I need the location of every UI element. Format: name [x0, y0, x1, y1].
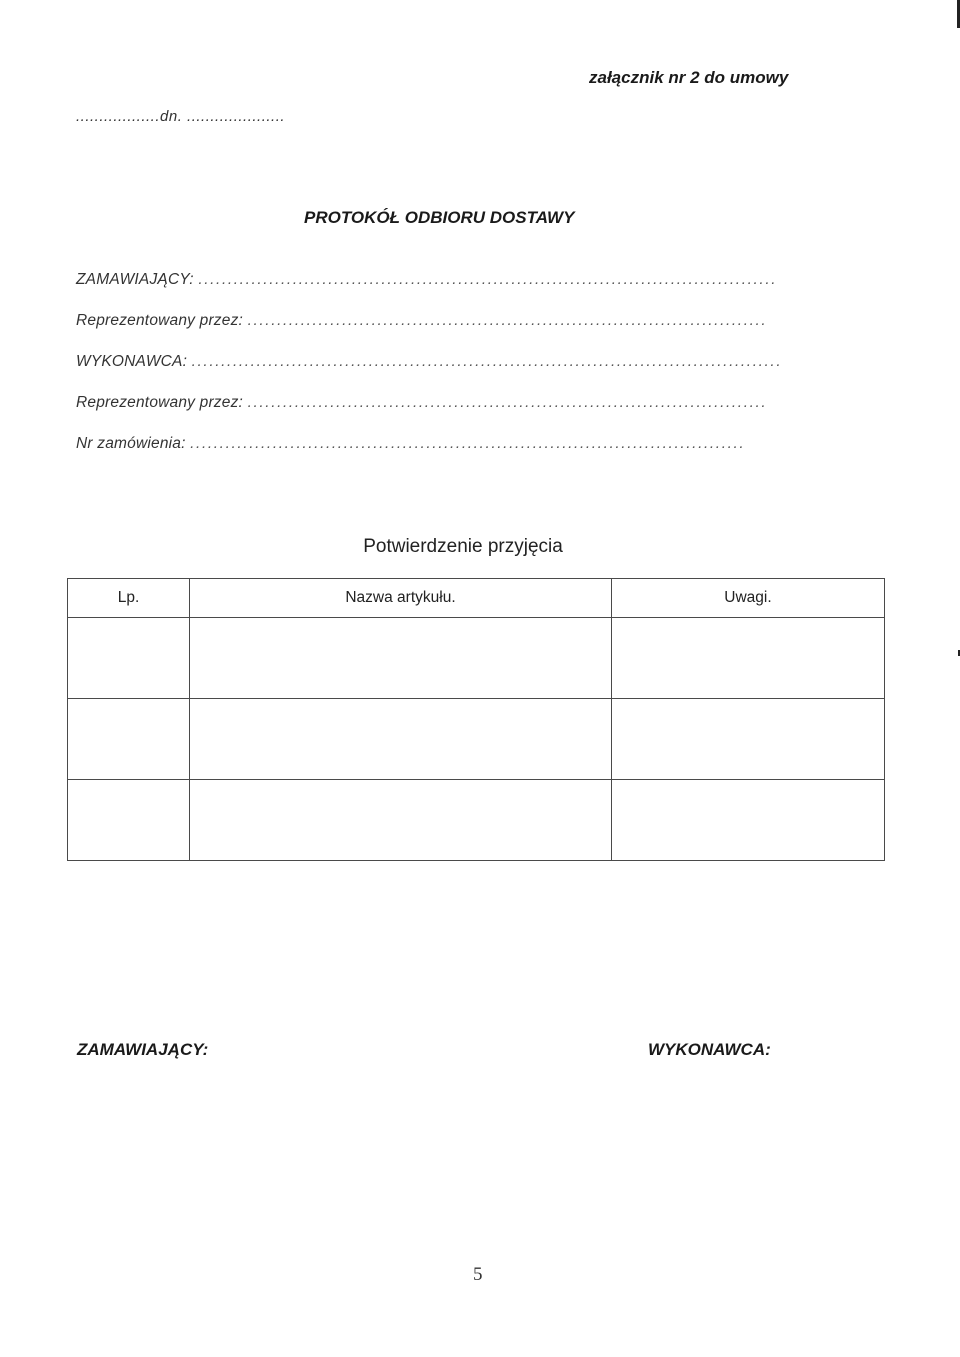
fill-in-line: ........................................................................................ — [247, 394, 768, 411]
field-label: Reprezentowany przez: — [76, 312, 244, 329]
table-cell-number[interactable] — [68, 699, 190, 780]
field-contractor — [76, 353, 782, 371]
section-heading: Potwierdzenie przyjęcia — [363, 536, 563, 557]
table-cell-number[interactable] — [68, 618, 190, 699]
field-label: Reprezentowany przez: — [76, 394, 244, 411]
column-header-item-name: Nazwa artykułu. — [190, 579, 612, 618]
field-ordering-party-representative — [76, 312, 767, 330]
field-label: ZAMAWIAJĄCY: — [76, 271, 194, 288]
table-header-row — [68, 579, 885, 618]
field-contractor-representative — [76, 394, 767, 412]
field-label: WYKONAWCA: — [76, 353, 188, 370]
table-cell-remarks[interactable] — [612, 780, 885, 861]
table-cell-item-name[interactable] — [190, 780, 612, 861]
column-header-number: Lp. — [68, 579, 190, 618]
signature-contractor: WYKONAWCA: — [648, 1040, 771, 1059]
place-date-line: ..................dn. ..................... — [76, 108, 286, 125]
table-cell-number[interactable] — [68, 780, 190, 861]
signature-ordering-party: ZAMAWIAJĄCY: — [77, 1040, 209, 1059]
annex-label: załącznik nr 2 do umowy — [589, 68, 789, 87]
table-cell-remarks[interactable] — [612, 699, 885, 780]
table-row — [68, 618, 885, 699]
document-title: PROTOKÓŁ ODBIORU DOSTAWY — [304, 208, 575, 227]
field-label: Nr zamówienia: — [76, 435, 186, 452]
column-header-remarks: Uwagi. — [612, 579, 885, 618]
items-table — [67, 578, 885, 861]
table-row — [68, 699, 885, 780]
page-number: 5 — [473, 1264, 483, 1285]
table-cell-item-name[interactable] — [190, 618, 612, 699]
fill-in-line: .................................................................................................... — [191, 353, 783, 370]
table-row — [68, 780, 885, 861]
field-ordering-party — [76, 271, 777, 289]
table-cell-item-name[interactable] — [190, 699, 612, 780]
fill-in-line: ........................................................................................ — [247, 312, 768, 329]
fill-in-line: .............................................................................................. — [190, 435, 746, 452]
table-cell-remarks[interactable] — [612, 618, 885, 699]
field-order-number — [76, 435, 745, 453]
fill-in-line: .................................................................................................. — [198, 271, 778, 288]
